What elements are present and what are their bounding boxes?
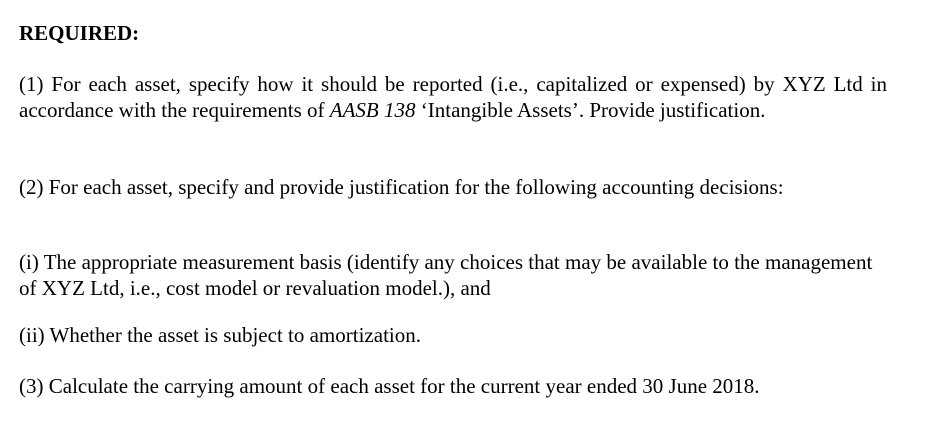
section-heading: REQUIRED: (19, 21, 140, 45)
question-2i-paragraph: (i) The appropriate measurement basis (identify any choices that may be available to the management of XYZ Ltd, i.e., cost model or revaluation model.), and (19, 250, 873, 300)
question-3-paragraph: (3) Calculate the carrying amount of each asset for the current year ended 30 June 2018. (19, 374, 760, 398)
standard-reference: AASB 138 (329, 98, 416, 122)
question-1-text-end: ‘Intangible Assets’. Provide justification. (415, 98, 766, 122)
question-1-text: (1) For each asset, specify how it should be reported (i.e., capitalized or expensed) by XYZ Ltd in accordance with the requirements of (19, 72, 887, 122)
question-2ii-paragraph: (ii) Whether the asset is subject to amortization. (19, 323, 421, 347)
question-2-paragraph: (2) For each asset, specify and provide justification for the following accounting decisions: (19, 175, 784, 199)
question-1-paragraph (19, 71, 887, 123)
